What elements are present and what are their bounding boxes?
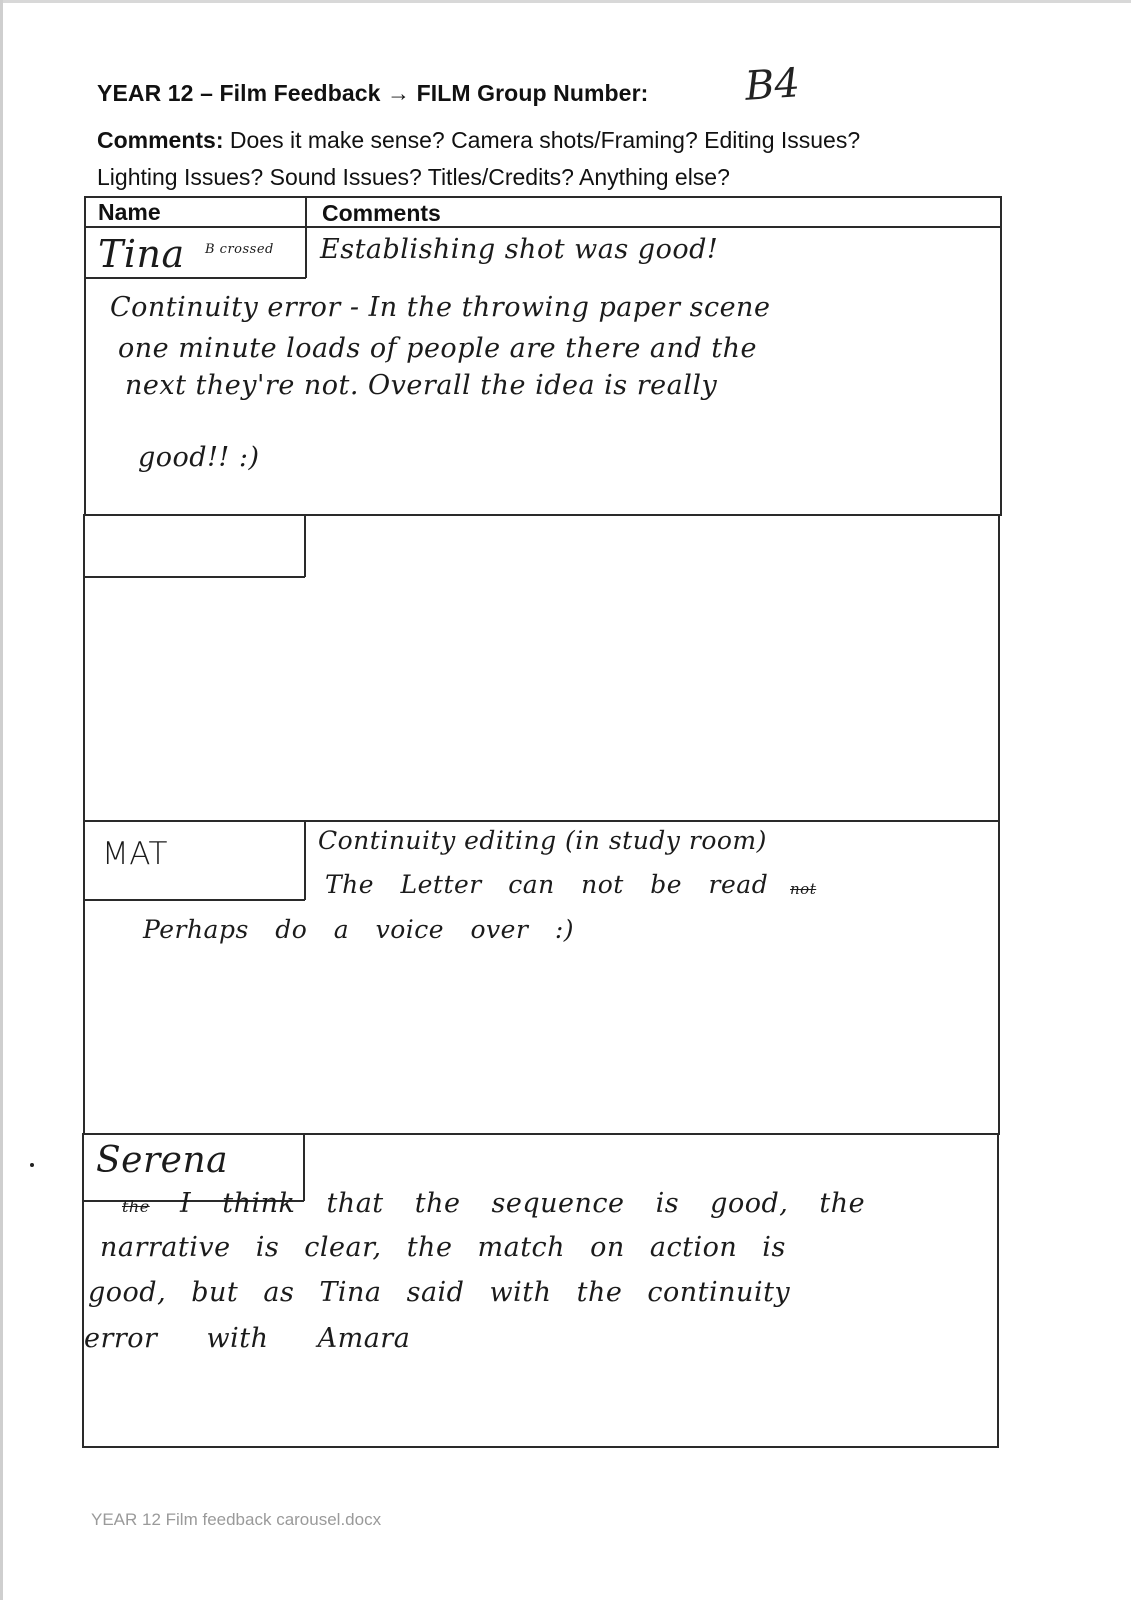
prompt-label: Comments: (97, 127, 224, 153)
comment-line: Establishing shot was good! (320, 234, 719, 265)
document-title: YEAR 12 – Film Feedback → FILM Group Number: (97, 80, 649, 106)
comment-line: The Letter can not be read (325, 870, 769, 899)
table-line (84, 196, 86, 515)
table-line (83, 1133, 1000, 1135)
comment-line: narrative is clear, the match on action is (100, 1232, 786, 1263)
table-line (84, 277, 306, 279)
struck-word: not (790, 880, 817, 898)
table-line (998, 820, 1000, 1134)
table-line (83, 576, 305, 578)
footer-filename: YEAR 12 Film feedback carousel.docx (91, 1510, 382, 1529)
comment-line: Continuity editing (in study room) (318, 826, 767, 855)
reviewer-name: MAT (102, 836, 168, 872)
table-line (305, 196, 307, 278)
column-header-name: Name (98, 199, 161, 225)
prompt-line-2: Lighting Issues? Sound Issues? Titles/Credits? Anything else? (97, 164, 730, 190)
table-line (83, 899, 305, 901)
table-line (82, 1446, 999, 1448)
comment-line: good, but as Tina said with the continuity (88, 1277, 791, 1308)
comment-line: good!! :) (138, 442, 260, 473)
table-line (83, 514, 85, 821)
comment-line: I think that the sequence is good, the (180, 1188, 866, 1219)
table-line (84, 196, 1002, 198)
reviewer-name: Tina (98, 232, 185, 276)
comment-line: one minute loads of people are there and the (118, 333, 757, 364)
struck-word: the (122, 1197, 150, 1216)
table-line (997, 1133, 999, 1447)
prompt-questions-1: Does it make sense? Camera shots/Framing? Editing Issues? (229, 127, 861, 153)
table-line (998, 514, 1000, 821)
table-line (304, 820, 306, 900)
comment-line: Perhaps do a voice over :) (143, 915, 575, 944)
table-line (83, 820, 85, 1134)
table-line (84, 226, 1002, 228)
comment-line: error with Amara (84, 1323, 411, 1354)
table-line (84, 514, 1002, 516)
table-line (304, 514, 306, 577)
group-number-handwritten: B4 (743, 60, 802, 110)
reviewer-name: Serena (96, 1140, 229, 1181)
name-note: B crossed (205, 242, 274, 257)
column-header-comments: Comments (322, 200, 441, 226)
table-line (83, 820, 1000, 822)
prompt-line-1 (97, 127, 860, 154)
table-line (82, 1133, 84, 1447)
table-line (1000, 196, 1002, 515)
comment-line: Continuity error - In the throwing paper scene (110, 292, 771, 323)
comment-line: next they're not. Overall the idea is really (125, 370, 718, 401)
stray-mark (30, 1163, 34, 1167)
